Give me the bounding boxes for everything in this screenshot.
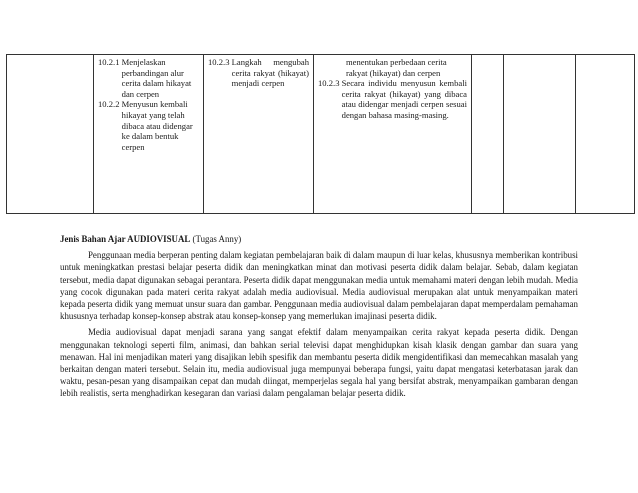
table-cell-empty-1 bbox=[7, 55, 94, 214]
material-item bbox=[208, 57, 309, 89]
section-audiovisual bbox=[60, 233, 578, 404]
activity-item bbox=[318, 78, 467, 120]
curriculum-table bbox=[6, 54, 635, 214]
indicator-item bbox=[98, 57, 199, 99]
table-cell-activities bbox=[314, 55, 472, 214]
table-cell-indicators bbox=[94, 55, 204, 214]
section-heading-note: (Tugas Anny) bbox=[190, 234, 242, 244]
table-cell-material bbox=[204, 55, 314, 214]
indicator-number: 10.2.2 bbox=[98, 99, 120, 110]
activity-number: 10.2.3 bbox=[318, 78, 340, 89]
table-cell-empty-6 bbox=[504, 55, 576, 214]
table-row bbox=[7, 55, 635, 214]
material-number: 10.2.3 bbox=[208, 57, 230, 67]
activity-text: Secara individu menyusun kembali cerita rakyat (hikayat) yang dibaca atau didengar menjadi cerpen sesuai dengan bahasa masing-masing. bbox=[341, 78, 467, 120]
indicator-number: 10.2.1 bbox=[98, 57, 120, 67]
section-heading-title: Jenis Bahan Ajar AUDIOVISUAL bbox=[60, 234, 191, 244]
table-cell-empty-5 bbox=[472, 55, 504, 214]
activity-continuation: menentukan perbedaan cerita rakyat (hikayat) dan cerpen bbox=[346, 57, 447, 78]
section-heading bbox=[60, 233, 578, 245]
table-cell-empty-7 bbox=[576, 55, 635, 214]
indicator-text: Menyusun kembali hikayat yang telah dibaca atau didengar ke dalam bentuk cerpen bbox=[121, 99, 193, 152]
indicator-item bbox=[98, 99, 199, 152]
material-text: Langkah mengubah cerita rakyat (hikayat) menjadi cerpen bbox=[231, 57, 309, 89]
paragraph: Penggunaan media berperan penting dalam kegiatan pembelajaran baik di dalam maupun di luar kelas, khususnya memberikan kontribusi untuk meningkatkan prestasi belajar peserta didik dan meningkatkan minat dan motivasi peserta didik dalam belajar. Sebab, dalam kegiatan tersebut, media dapat digunakan sebagai perantara. Peserta didik dapat menggunakan media untuk memahami materi dengan lebih mudah. Media yang cocok digunakan pada materi cerita rakyat adalah media audiovisual. Media audiovisual merupakan alat untuk menyampaikan materi kepada peserta didik yang memuat unsur suara dan gambar. Penggunaan media audiovisual dalam pembelajaran dapat memperdalam pemahaman khususnya terhadap konsep-konsep abstrak atau konsep-konsep yang memerlukan imajinasi peserta didik. bbox=[60, 250, 578, 322]
indicator-text: Menjelaskan perbandingan alur cerita dalam hikayat dan cerpen bbox=[121, 57, 192, 99]
paragraph: Media audiovisual dapat menjadi sarana yang sangat efektif dalam menyampaikan cerita rakyat kepada peserta didik. Dengan menggunakan teknologi seperti film, animasi, dan bahkan serial televisi dapat menghidupkan kisah klasik dengan gambar dan suara yang menawan. Hal ini menjadikan materi yang disajikan lebih spesifik dan membantu peserta didik mengidentifikasi dan memecahkan masalah yang berkaitan dengan materi tersebut. Selain itu, media audiovisual juga mempunyai beberapa fungsi, yaitu dapat mengatasi keterbatasan jarak dan waktu, pesan-pesan yang disampaikan cepat dan mudah diingat, memperjelas segala hal yang bersifat abstrak, menyampaikan gambaran dengan lebih realistis, serta menghadirkan kesegaran dan variasi dalam pengalaman belajar peserta didik. bbox=[60, 327, 578, 399]
